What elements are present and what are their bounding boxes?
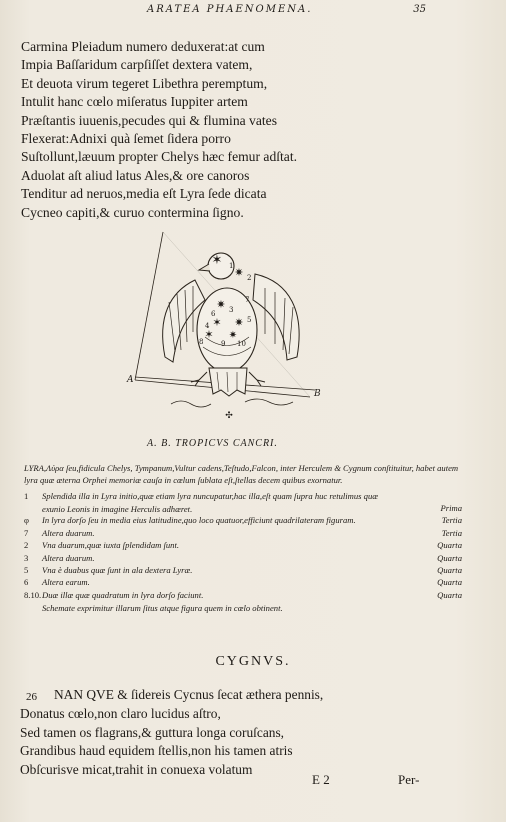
signature-mark: E 2 — [312, 772, 330, 787]
star-row-magnitude: Quarta — [437, 564, 462, 575]
lyra-woodcut-figure — [125, 222, 335, 434]
section-title: CYGNVS. — [215, 654, 291, 669]
star-row-description: Duæ illæ quæ quadratum in lyra dorſo faciunt. — [42, 589, 204, 600]
ornament-glyph: ✣ — [225, 411, 233, 421]
star-row-description: In lyra dorſo ſeu in media eius latitudine,quo loco quatuor,efficiunt quadrilateram figuram. — [42, 515, 356, 526]
star-row-magnitude: Quarta — [437, 552, 462, 563]
verse-line: Intulit hanc cœlo miſeratus Iuppiter artem — [21, 94, 248, 110]
star-glyph: ✷ — [216, 298, 226, 311]
star-row-description: Splendida illa in Lyra initio,quæ etiam lyra nuncupatur,hac illa,eſt quam ſupra huc retulimus quæ exunio Leonis in imagine Herculis adhæret. — [42, 491, 379, 514]
star-row-description: Altera earum. — [42, 577, 90, 588]
star-row — [24, 514, 464, 526]
star-number: 3 — [229, 306, 234, 314]
left-talon — [191, 372, 207, 386]
star-glyph: ✷ — [234, 316, 244, 329]
star-number: 8 — [199, 338, 204, 346]
lyra-woodcut — [125, 222, 335, 434]
star-row-description: Vna duarum,quæ iuxta ſplendidam ſunt. — [42, 540, 180, 551]
verse-line: Tenditur ad neruos,media eſt Lyra ſede dicata — [21, 186, 267, 202]
star-glyph: ✶ — [211, 253, 223, 268]
star-row — [24, 527, 464, 539]
star-row-number: 6 — [24, 577, 29, 588]
star-number: 2 — [247, 274, 252, 282]
verse-line: Impia Baſſaridum carpſiſſet dextera vatem, — [21, 57, 253, 73]
star-number: 5 — [247, 316, 252, 324]
star-glyph: ✶ — [204, 328, 214, 341]
star-row-description: Altera duarum. — [42, 527, 95, 538]
star-row — [24, 552, 464, 564]
verse-top — [21, 38, 481, 222]
verse-line-text: NAN QVE & ſidereis Cycnus ſecat æthera pennis, — [54, 687, 324, 702]
star-row-number: 5 — [24, 564, 29, 575]
frame-line — [135, 232, 163, 380]
star-row — [24, 576, 464, 588]
star-number: 9 — [221, 340, 226, 348]
verse-line: Præſtantis iuuenis,pecudes qui & flumina vates — [21, 112, 277, 128]
star-number: 4 — [205, 322, 210, 330]
star-number: 10 — [237, 340, 246, 348]
star-number: 7 — [245, 296, 250, 304]
star-row-number: 1 — [24, 491, 29, 502]
page-number: 35 — [413, 4, 426, 15]
star-row — [24, 564, 464, 576]
verse-line: Cycneo capiti,& curuo contermina ſigno. — [21, 204, 244, 220]
star-row — [24, 539, 464, 551]
star-row-number: 7 — [24, 527, 29, 538]
commentary-intro: LYRA,Λύρα ſeu,fidicula Chelys, Tympanum,Vultur cadens,Teſtudo,Falcon, inter Herculem & Cygnum conſtituitur, habet autem lyra quæ æterna Orphei memoriæ cauſa in cœlum ſublata eſt,ſtellas decem quibus exornatur. — [24, 463, 459, 486]
figure-caption: A. B. TROPICVS CANCRI. — [147, 438, 278, 449]
ornament-curve — [245, 399, 293, 405]
commentary-summary: Schemate exprimitur illarum ſitus atque figura quem in cœlo obtinent. — [42, 603, 283, 614]
running-title: ARATEA PHAENOMENA. — [147, 4, 313, 15]
right-talon — [249, 372, 265, 386]
star-glyph: ✷ — [228, 330, 238, 341]
star-row-description: Altera duarum. — [42, 552, 95, 563]
star-number: 1 — [229, 262, 234, 270]
page-footer — [0, 772, 506, 792]
commentary — [24, 458, 464, 614]
verse-line — [20, 686, 490, 705]
tropic-label-a: A — [127, 375, 134, 385]
catchword: Per- — [398, 772, 420, 787]
star-row — [24, 589, 464, 601]
star-row-number: 3 — [24, 552, 29, 563]
star-row-magnitude: Tertia — [441, 515, 462, 526]
star-row-magnitude: Quarta — [437, 589, 462, 600]
running-head — [0, 4, 506, 20]
verse-line: Grandibus haud equidem ſtellis,non his tamen atris — [20, 743, 293, 759]
verse-line: Et deuota virum tegeret Libethra peremptum, — [21, 75, 268, 91]
verse-line: Suſtollunt,læuum propter Chelys hæc femur adſtat. — [21, 149, 297, 165]
star-row-magnitude: Prima — [440, 503, 462, 514]
verse-bottom — [20, 686, 490, 780]
star-row-number: 2 — [24, 540, 29, 551]
star-row-magnitude: Tertia — [441, 527, 462, 538]
star-list — [24, 490, 464, 601]
star-row-magnitude: Quarta — [437, 540, 462, 551]
star-row-number: φ — [24, 515, 29, 526]
star-number: 6 — [211, 310, 216, 318]
star-row-magnitude: Quarta — [437, 577, 462, 588]
verse-line: Carmina Pleiadum numero deduxerat:at cum — [21, 39, 265, 54]
vulture-beak — [199, 264, 210, 271]
ornament-curve — [171, 401, 211, 407]
star-row — [24, 490, 464, 514]
star-glyph: ✶ — [212, 316, 222, 329]
tropic-label-b: B — [314, 389, 321, 399]
verse-line: Aduolat aſt aliud latus Ales,& ore canoros — [21, 167, 250, 183]
star-glyph: ✷ — [234, 266, 244, 279]
star-row-number: 8.10. — [24, 589, 42, 600]
verse-line: Sed tamen os flagrans,& guttura longa coruſcans, — [20, 724, 285, 740]
star-row-description: Vna è duabus quæ ſunt in ala dextera Lyræ. — [42, 564, 193, 575]
verse-line: Donatus cœlo,non claro lucidus aſtro, — [20, 705, 221, 721]
verse-line: Obſcurisve micat,trahit in conuexa volatum — [20, 762, 253, 778]
line-number: 26 — [26, 691, 37, 703]
verse-line: Flexerat:Adnixi quà ſemet ſidera porro — [21, 131, 231, 147]
